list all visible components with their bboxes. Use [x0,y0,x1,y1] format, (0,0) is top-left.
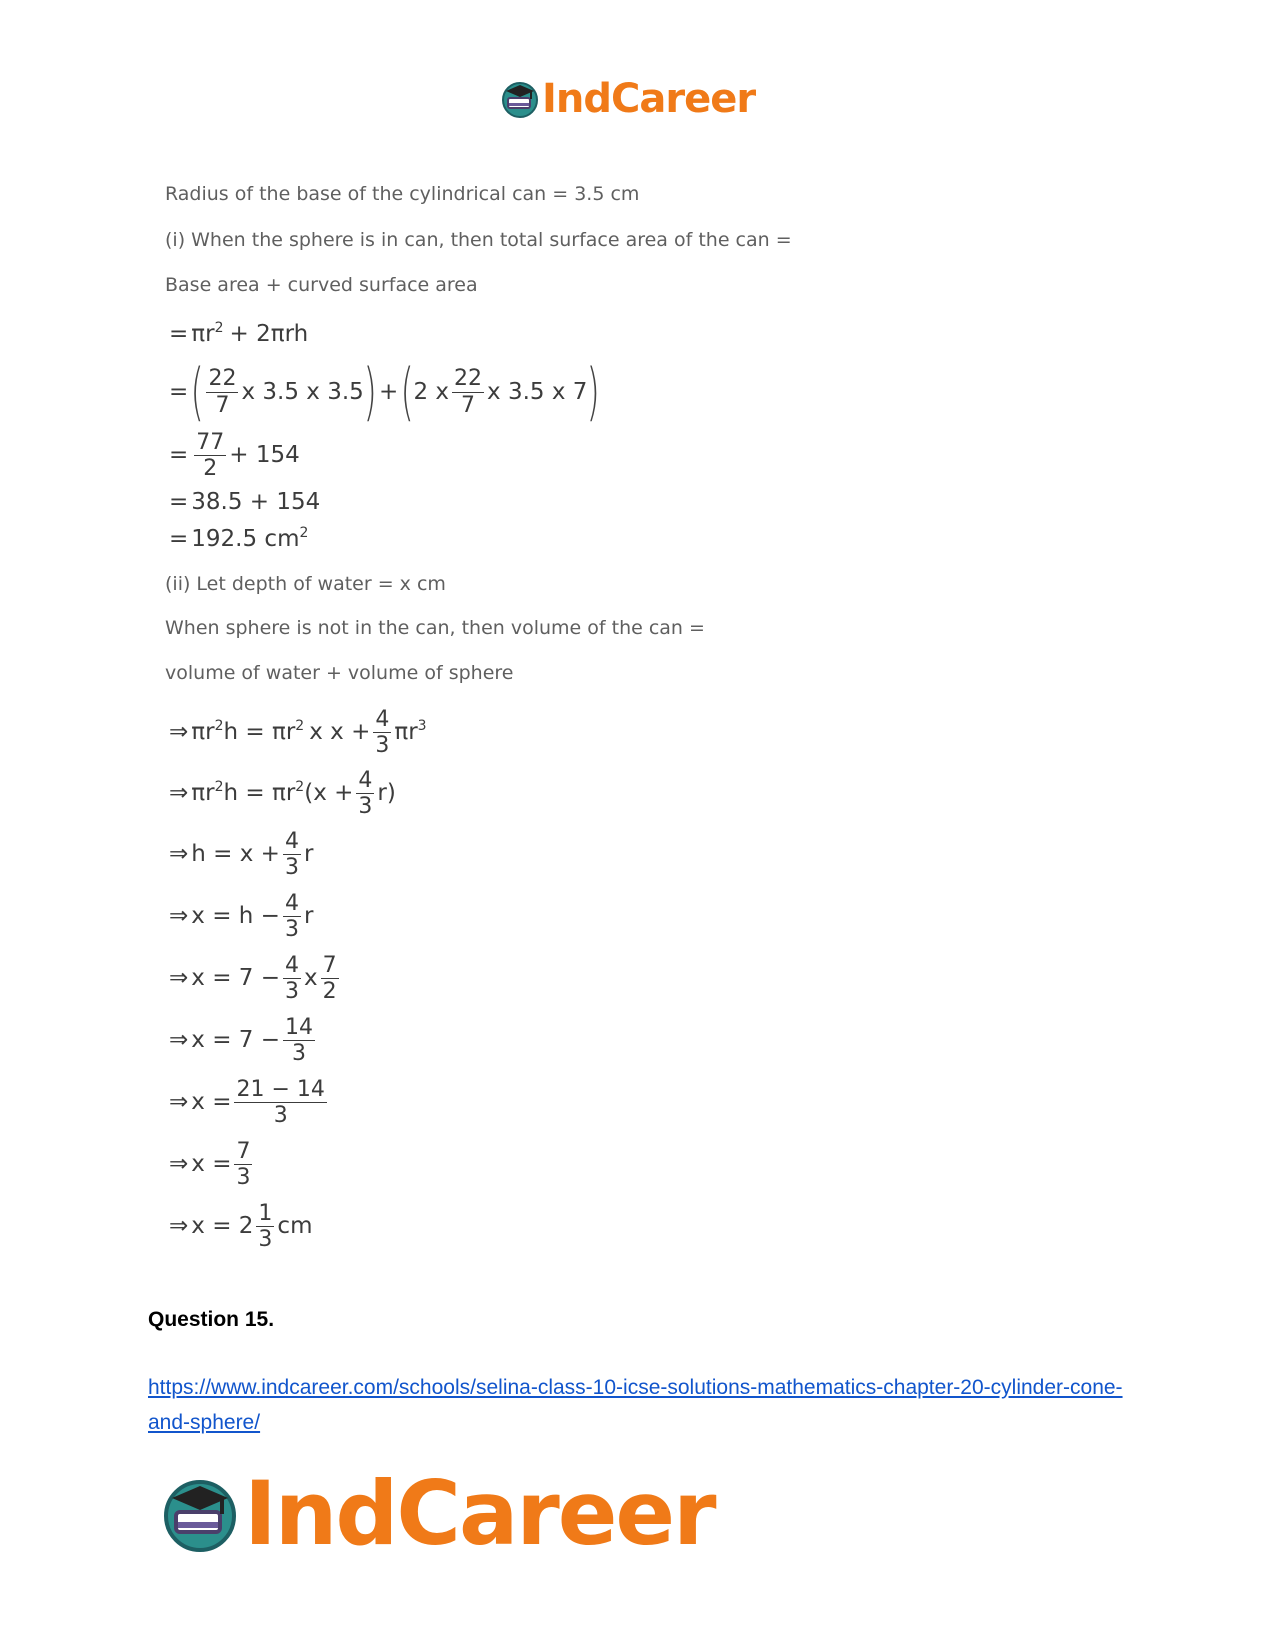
implies-arrow: ⇒ [169,841,189,868]
implies-arrow: ⇒ [169,1089,189,1116]
implies-arrow: ⇒ [169,1151,189,1178]
volume-sum-line: volume of water + volume of sphere [165,662,514,684]
implies-arrow: ⇒ [169,903,189,930]
logo-text: IndCareer [244,1462,715,1565]
math-term: 2 x [413,378,450,405]
volume-line-5: ⇒ x = 7 − $\frac{4}{3}$ x $\frac{7}{2}$ [169,953,337,1005]
part-ii-line: (ii) Let depth of water = x cm [165,573,446,595]
fraction: $\frac{14}{3}$ [285,1015,314,1067]
left-paren: ( [400,355,415,428]
volume-line-1: ⇒ πr $^2$ h = πr $^2$ x x + $\frac{4}{3}$ πr $^3$ [169,707,427,759]
right-paren: ) [363,355,377,428]
base-curved-line: Base area + curved surface area [165,274,478,296]
fraction: $\frac{21 - 14}{3}$ [236,1077,325,1129]
fraction: $\frac{7}{2}$ [322,953,337,1005]
fraction: $\frac{77}{2}$ [196,430,225,482]
implies-arrow: ⇒ [169,1027,189,1054]
graduation-cap-book-globe-icon [160,1474,240,1554]
math-term: 38.5 + 154 [191,489,321,515]
volume-line-9: ⇒ x = 2 $\frac{1}{3}$ cm [169,1201,313,1253]
math-line-5 [166,524,309,552]
left-paren: ( [190,355,205,428]
volume-line-8: ⇒ x = $\frac{7}{3}$ [169,1139,251,1191]
implies-arrow: ⇒ [169,719,189,746]
fraction: $\frac{22}{7}$ [454,366,483,418]
math-term: x 3.5 x 3.5 [241,378,364,405]
math-line-2 [166,355,601,428]
math-line-4 [166,491,320,514]
math-term: 192.5 cm [191,526,300,552]
plus-sign: + [379,378,399,405]
fraction: $\frac{4}{3}$ [284,829,299,881]
math-term: x 3.5 x 7 [487,378,588,405]
fraction: $\frac{4}{3}$ [285,953,300,1005]
fraction: $\frac{1}{3}$ [258,1201,273,1253]
not-in-can-line: When sphere is not in the can, then volume of the can = [165,617,705,639]
math-term: + 154 [229,442,300,469]
logo-text: IndCareer [542,76,756,122]
source-link[interactable]: https://www.indcareer.com/schools/selina-class-10-icse-solutions-mathematics-chapter-20-cylinder-cone-and-sphere/ [148,1376,1123,1434]
math-term: πr [191,321,215,347]
volume-line-4: ⇒ x = h − $\frac{4}{3}$ r [169,891,314,943]
implies-arrow: ⇒ [169,965,189,992]
implies-arrow: ⇒ [169,780,189,807]
right-paren: ) [586,355,601,428]
equals-sign: = [169,321,189,347]
fraction: $\frac{4}{3}$ [284,891,299,943]
fraction: $\frac{7}{3}$ [236,1139,251,1191]
math-term: + 2πrh [229,321,309,347]
equals-sign: = [169,489,189,515]
exponent: 2 [214,319,224,336]
fraction: $\frac{22}{7}$ [208,366,237,418]
volume-line-6: ⇒ x = 7 − $\frac{14}{3}$ [169,1015,314,1067]
volume-line-2: ⇒ πr $^2$ h = πr $^2$ (x + $\frac{4}{3}$ r) [169,768,396,820]
part-i-line: (i) When the sphere is in can, then total surface area of the can = [165,229,792,251]
volume-line-7: ⇒ x = $\frac{21 - 14}{3}$ [169,1077,325,1129]
math-line-1 [166,319,309,347]
question-heading: Question 15. [148,1308,275,1331]
fraction: $\frac{4}{3}$ [358,768,373,820]
equals-sign: = [169,526,189,552]
header-logo [500,76,755,122]
implies-arrow: ⇒ [169,1213,189,1240]
volume-line-3: ⇒ h = x + $\frac{4}{3}$ r [169,829,314,881]
equals-sign: = [169,442,189,469]
footer-logo [160,1462,715,1565]
radius-line: Radius of the base of the cylindrical can = 3.5 cm [165,183,640,205]
exponent: 2 [299,524,309,541]
fraction: $\frac{4}{3}$ [375,707,390,759]
math-line-3 [166,431,300,480]
equals-sign: = [169,378,189,405]
graduation-cap-book-globe-icon [500,79,540,119]
